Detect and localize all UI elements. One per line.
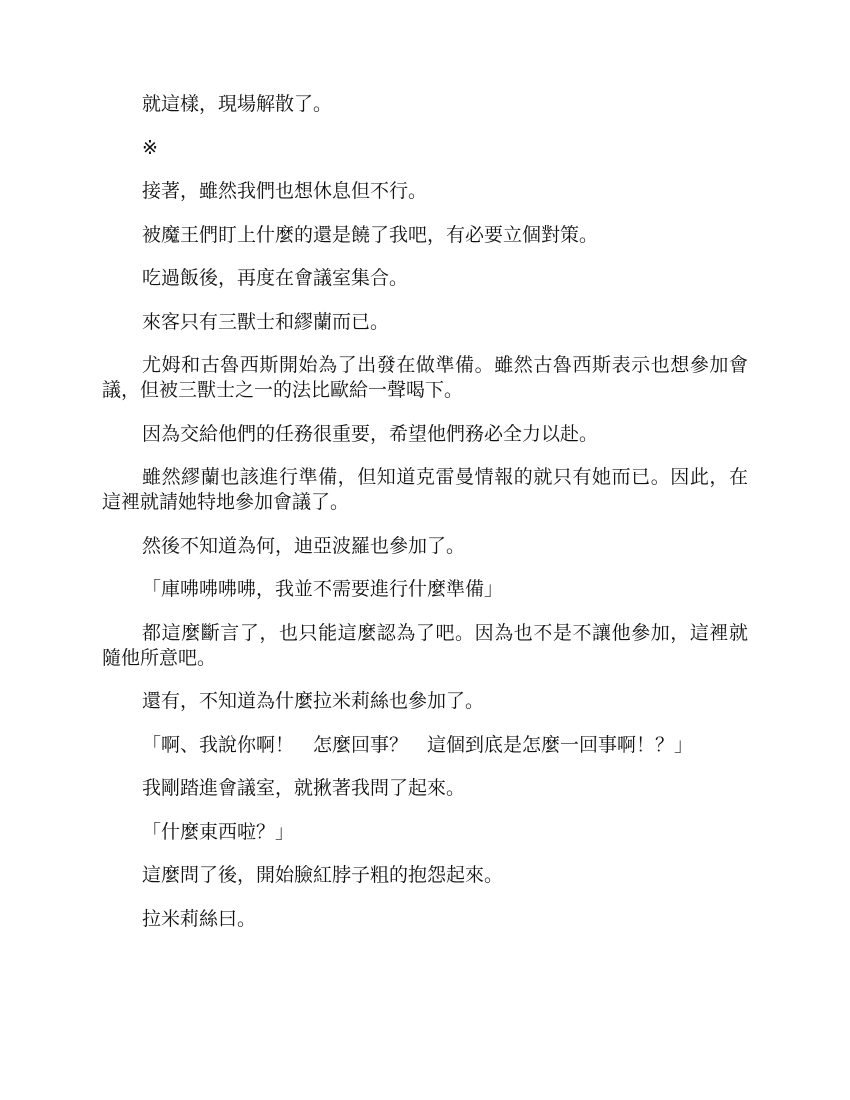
- paragraph: 因為交給他們的任務很重要，希望他們務必全力以赴。: [142, 422, 599, 445]
- paragraph: 被魔王們盯上什麼的還是饒了我吧，有必要立個對策。: [142, 223, 599, 246]
- document-body: [102, 92, 748, 950]
- paragraph: 我剛踏進會議室，就揪著我問了起來。: [142, 777, 466, 799]
- paragraph: 就這樣，現場解散了。: [142, 93, 333, 115]
- dialogue-line: 「啊、我說你啊！ 怎麼回事？ 這個到底是怎麼一回事啊！？」: [142, 733, 694, 756]
- paragraph: 吃過飯後，再度在會議室集合。: [142, 267, 409, 289]
- paragraph: 拉米莉絲曰。: [142, 907, 257, 930]
- paragraph: 尤姆和古魯西斯開始為了出發在做準備。雖然古魯西斯表示也想參加會議，但被三獸士之一的法比歐給一聲喝下。: [102, 354, 748, 401]
- paragraph: 接著，雖然我們也想休息但不行。: [142, 180, 428, 202]
- paragraph: 這麼問了後，開始臉紅脖子粗的抱怨起來。: [142, 864, 504, 886]
- paragraph: 雖然繆蘭也該進行準備，但知道克雷曼情報的就只有她而已。因此，在這裡就請她特地參加會議了。: [102, 466, 748, 513]
- section-break-mark: ※: [142, 136, 158, 159]
- dialogue-line: 「什麼東西啦？」: [142, 820, 295, 843]
- paragraph: 然後不知道為何，迪亞波羅也參加了。: [142, 534, 466, 557]
- paragraph: 還有，不知道為什麼拉米莉絲也參加了。: [142, 690, 485, 712]
- paragraph: 都這麼斷言了，也只能這麼認為了吧。因為也不是不讓他參加，這裡就隨他所意吧。: [102, 621, 748, 669]
- dialogue-line: 「庫咈咈咈咈，我並不需要進行什麼準備」: [142, 578, 504, 600]
- paragraph: 來客只有三獸士和繆蘭而已。: [142, 310, 390, 333]
